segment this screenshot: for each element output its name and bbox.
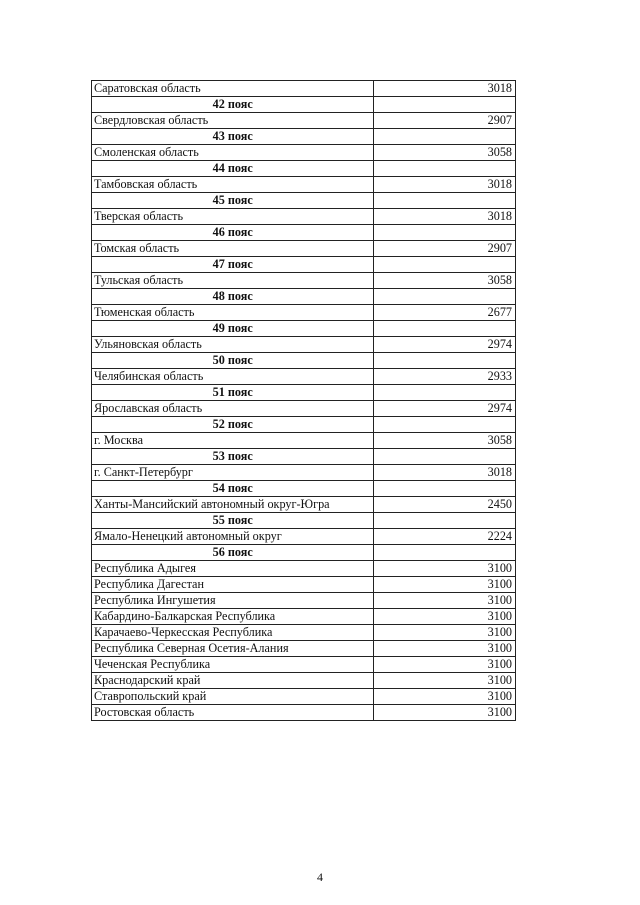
table-row [92, 369, 516, 385]
region-value: 3058 [374, 273, 516, 289]
region-value: 2933 [374, 369, 516, 385]
region-value: 3100 [374, 689, 516, 705]
region-name: Саратовская область [92, 81, 374, 97]
belt-heading-row [92, 225, 516, 241]
region-value: 2677 [374, 305, 516, 321]
region-value: 3018 [374, 465, 516, 481]
empty-value-cell [374, 289, 516, 305]
belt-heading-row [92, 513, 516, 529]
table-row [92, 433, 516, 449]
region-value: 3018 [374, 177, 516, 193]
belt-heading: 55 пояс [92, 513, 374, 529]
region-value: 3018 [374, 81, 516, 97]
table-row [92, 305, 516, 321]
regions-table [91, 80, 516, 721]
empty-value-cell [374, 97, 516, 113]
table-row [92, 177, 516, 193]
belt-heading-row [92, 97, 516, 113]
belt-heading: 43 пояс [92, 129, 374, 145]
empty-value-cell [374, 385, 516, 401]
region-name: Республика Северная Осетия-Алания [92, 641, 374, 657]
empty-value-cell [374, 321, 516, 337]
region-name: Кабардино-Балкарская Республика [92, 609, 374, 625]
region-value: 2224 [374, 529, 516, 545]
page-number: 4 [317, 870, 323, 884]
belt-heading: 42 пояс [92, 97, 374, 113]
region-name: Республика Дагестан [92, 577, 374, 593]
empty-value-cell [374, 225, 516, 241]
table-row [92, 625, 516, 641]
region-value: 2974 [374, 401, 516, 417]
region-value: 3100 [374, 641, 516, 657]
belt-heading-row [92, 545, 516, 561]
empty-value-cell [374, 193, 516, 209]
region-name: Тамбовская область [92, 177, 374, 193]
region-value: 3100 [374, 561, 516, 577]
table-row [92, 401, 516, 417]
region-value: 2907 [374, 113, 516, 129]
belt-heading: 52 пояс [92, 417, 374, 433]
table-row [92, 593, 516, 609]
empty-value-cell [374, 513, 516, 529]
belt-heading-row [92, 385, 516, 401]
region-name: г. Москва [92, 433, 374, 449]
belt-heading-row [92, 481, 516, 497]
region-value: 3100 [374, 673, 516, 689]
region-name: г. Санкт-Петербург [92, 465, 374, 481]
table-row [92, 497, 516, 513]
region-value: 3058 [374, 433, 516, 449]
table-row [92, 145, 516, 161]
belt-heading: 56 пояс [92, 545, 374, 561]
region-value: 2974 [374, 337, 516, 353]
region-name: Ярославская область [92, 401, 374, 417]
belt-heading-row [92, 129, 516, 145]
belt-heading: 54 пояс [92, 481, 374, 497]
region-name: Челябинская область [92, 369, 374, 385]
region-name: Карачаево-Черкесская Республика [92, 625, 374, 641]
table-row [92, 81, 516, 97]
table-row [92, 561, 516, 577]
region-name: Ставропольский край [92, 689, 374, 705]
region-name: Ульяновская область [92, 337, 374, 353]
belt-heading: 53 пояс [92, 449, 374, 465]
belt-heading: 48 пояс [92, 289, 374, 305]
table-row [92, 577, 516, 593]
region-name: Республика Адыгея [92, 561, 374, 577]
region-value: 2907 [374, 241, 516, 257]
region-value: 3100 [374, 593, 516, 609]
region-name: Республика Ингушетия [92, 593, 374, 609]
belt-heading: 46 пояс [92, 225, 374, 241]
belt-heading-row [92, 449, 516, 465]
table-row [92, 673, 516, 689]
belt-heading: 49 пояс [92, 321, 374, 337]
belt-heading-row [92, 321, 516, 337]
belt-heading-row [92, 257, 516, 273]
empty-value-cell [374, 353, 516, 369]
region-value: 3100 [374, 625, 516, 641]
table-row [92, 337, 516, 353]
region-name: Тульская область [92, 273, 374, 289]
belt-heading: 47 пояс [92, 257, 374, 273]
empty-value-cell [374, 545, 516, 561]
belt-heading-row [92, 289, 516, 305]
region-name: Свердловская область [92, 113, 374, 129]
table-row [92, 705, 516, 721]
region-name: Смоленская область [92, 145, 374, 161]
region-name: Тверская область [92, 209, 374, 225]
table-row [92, 529, 516, 545]
table-row [92, 241, 516, 257]
region-value: 3018 [374, 209, 516, 225]
belt-heading-row [92, 161, 516, 177]
region-value: 3058 [374, 145, 516, 161]
region-name: Ростовская область [92, 705, 374, 721]
region-value: 3100 [374, 577, 516, 593]
belt-heading: 44 пояс [92, 161, 374, 177]
empty-value-cell [374, 449, 516, 465]
region-name: Ямало-Ненецкий автономный округ [92, 529, 374, 545]
table-row [92, 609, 516, 625]
table-row [92, 273, 516, 289]
table-row [92, 113, 516, 129]
empty-value-cell [374, 129, 516, 145]
table-row [92, 641, 516, 657]
region-value: 3100 [374, 609, 516, 625]
belt-heading-row [92, 193, 516, 209]
table-row [92, 209, 516, 225]
region-value: 2450 [374, 497, 516, 513]
region-name: Краснодарский край [92, 673, 374, 689]
empty-value-cell [374, 257, 516, 273]
region-name: Чеченская Республика [92, 657, 374, 673]
table-row [92, 689, 516, 705]
belt-heading: 51 пояс [92, 385, 374, 401]
region-name: Тюменская область [92, 305, 374, 321]
belt-heading-row [92, 417, 516, 433]
empty-value-cell [374, 161, 516, 177]
belt-heading-row [92, 353, 516, 369]
table-body [92, 81, 516, 721]
region-value: 3100 [374, 657, 516, 673]
belt-heading: 50 пояс [92, 353, 374, 369]
belt-heading: 45 пояс [92, 193, 374, 209]
region-name: Томская область [92, 241, 374, 257]
table-row [92, 465, 516, 481]
empty-value-cell [374, 417, 516, 433]
region-value: 3100 [374, 705, 516, 721]
empty-value-cell [374, 481, 516, 497]
table-row [92, 657, 516, 673]
region-name: Ханты-Мансийский автономный округ-Югра [92, 497, 374, 513]
